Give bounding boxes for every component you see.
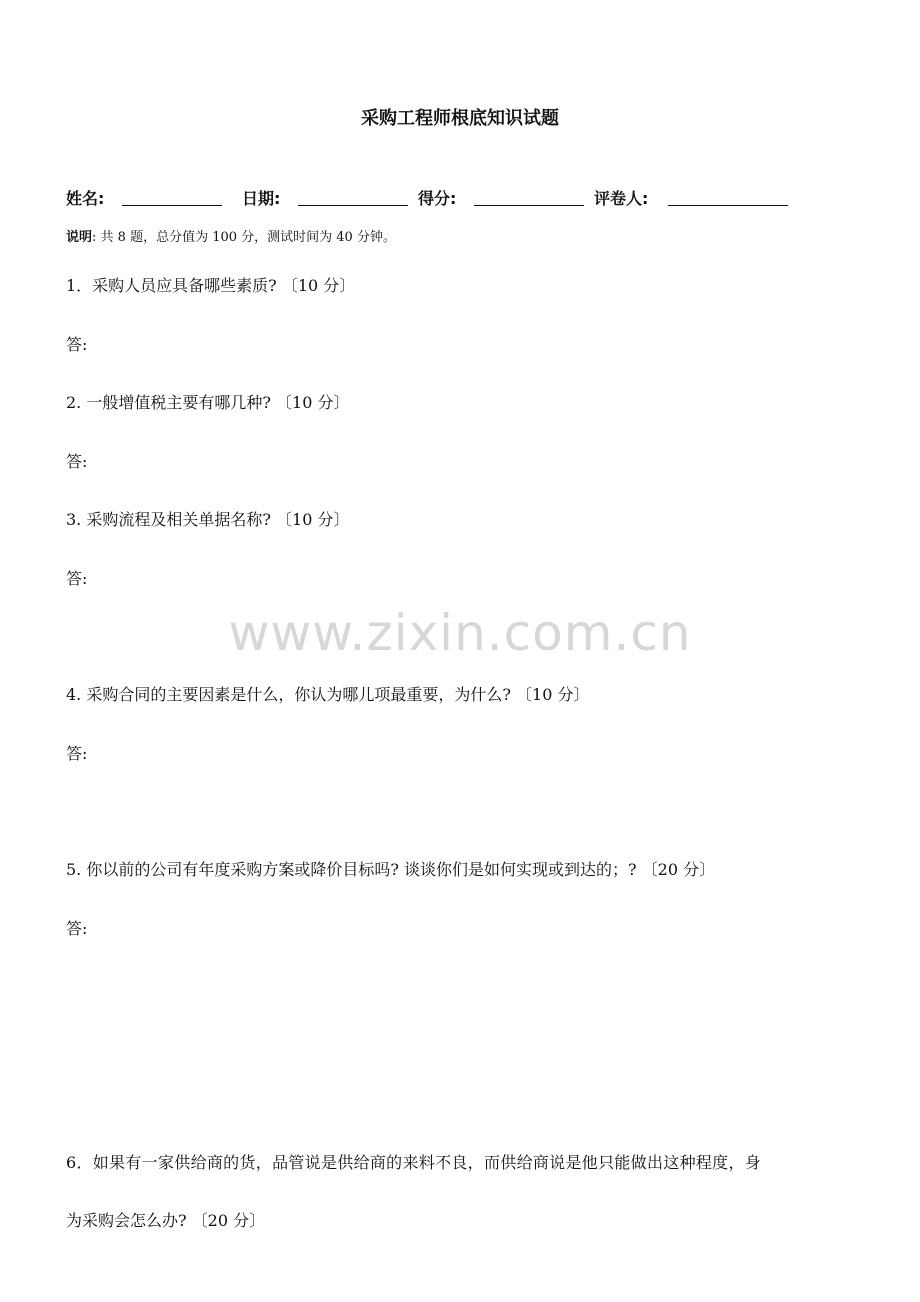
page-title: 采购工程师根底知识试题 xyxy=(361,108,559,129)
answer-1-label[interactable]: 答: xyxy=(66,335,88,354)
score-label: 得分: xyxy=(418,189,457,208)
exam-info-row xyxy=(66,186,826,210)
date-label: 日期: xyxy=(242,189,281,208)
answer-3-label[interactable]: 答: xyxy=(66,569,88,588)
instructions-text: : 共 8 题，总分值为 100 分，测试时间为 40 分钟。 xyxy=(92,230,396,245)
instructions-label: 说明 xyxy=(66,230,93,245)
answer-2-label[interactable]: 答: xyxy=(66,452,88,471)
watermark: www.zixin.com.cn xyxy=(228,604,692,662)
question-5: 5. 你以前的公司有年度采购方案或降价目标吗? 谈谈你们是如何实现或到达的；? 〔20 分〕 xyxy=(66,860,716,879)
question-6-line-2: 为采购会怎么办? 〔20 分〕 xyxy=(66,1211,266,1230)
grader-label: 评卷人: xyxy=(594,189,649,208)
question-1: 1．采购人员应具备哪些素质? 〔10 分〕 xyxy=(66,276,356,295)
grader-blank[interactable] xyxy=(668,205,788,206)
date-blank[interactable] xyxy=(298,205,408,206)
question-2: 2. 一般增值税主要有哪几种? 〔10 分〕 xyxy=(66,393,350,412)
question-4: 4. 采购合同的主要因素是什么，你认为哪儿项最重要，为什么? 〔10 分〕 xyxy=(66,685,590,704)
name-blank[interactable] xyxy=(122,205,222,206)
question-3: 3. 采购流程及相关单据名称? 〔10 分〕 xyxy=(66,510,350,529)
answer-5-label[interactable]: 答: xyxy=(66,919,88,938)
answer-4-label[interactable]: 答: xyxy=(66,744,88,763)
name-label: 姓名: xyxy=(66,189,105,208)
score-blank[interactable] xyxy=(474,205,584,206)
question-6-line-1: 6．如果有一家供给商的货，品管说是供给商的来料不良，而供给商说是他只能做出这种程度，身 xyxy=(66,1153,762,1172)
instructions-note xyxy=(66,226,396,245)
